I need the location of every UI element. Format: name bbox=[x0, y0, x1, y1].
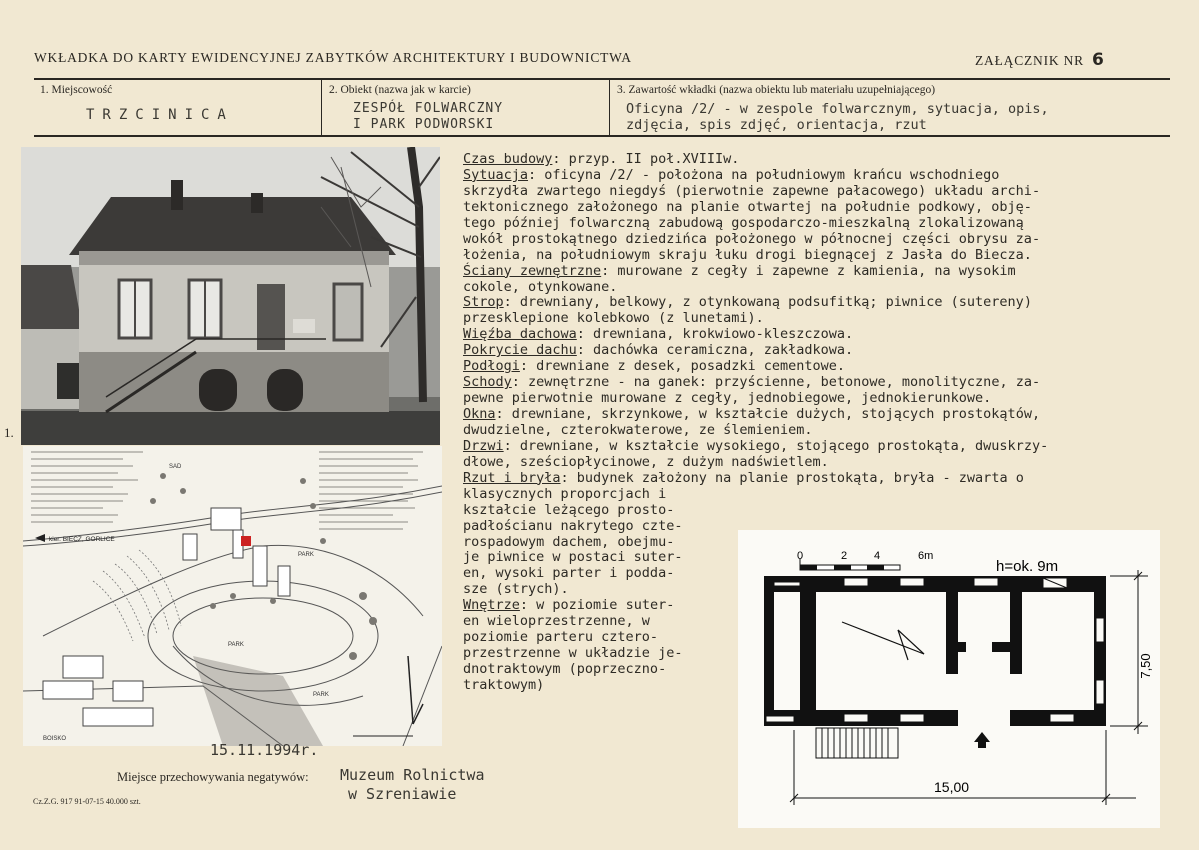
description-text-segment: tektonicznego założonego na planie otwartej na południe podkowy, obję- bbox=[463, 198, 1032, 215]
description-text-segment: : drewniane z desek, posadzki cementowe. bbox=[519, 358, 846, 375]
attachment-number-value: 6 bbox=[1091, 50, 1105, 70]
description-text-segment: klasycznych proporcjach i bbox=[463, 485, 667, 502]
description-heading: Drzwi bbox=[463, 437, 504, 454]
building-photo bbox=[21, 147, 440, 445]
photo-number-mark: 1. bbox=[4, 425, 14, 440]
description-text-segment: rospadowym dachem, obejmu- bbox=[463, 533, 675, 550]
scale-label-6: 6m bbox=[918, 550, 934, 562]
description-text-segment: łożenia, na południowym skraju łuku drogi biegnącej z Jasła do Biecza. bbox=[463, 246, 1032, 263]
description-text-segment: : w poziomie suter- bbox=[519, 597, 675, 614]
description-heading: Okna bbox=[463, 406, 496, 422]
description-heading: Ściany zewnętrzne bbox=[463, 262, 602, 279]
floor-plan-drawing bbox=[738, 530, 1160, 828]
description-text-segment: : przyp. II poł.XVIIIw. bbox=[552, 151, 740, 167]
description-text-segment: kształcie leżącego prosto- bbox=[463, 501, 675, 518]
attachment-label: ZAŁĄCZNIK NR bbox=[975, 53, 1084, 68]
description-text-segment: : drewniane, w kształcie wysokiego, stojącego prostokąta, dwuskrzy- bbox=[503, 437, 1049, 454]
description-line bbox=[463, 232, 1183, 248]
description-text-segment: je piwnice w postaci suter- bbox=[463, 549, 683, 566]
description-text-segment: : zewnętrzne - na ganek: przyścienne, betonowe, monolityczne, za- bbox=[511, 374, 1041, 391]
description-text-segment: : drewniana, krokwiowo-kleszczowa. bbox=[576, 326, 854, 343]
description-line bbox=[463, 280, 1183, 296]
description-text-segment: cokole, otynkowane. bbox=[463, 278, 618, 295]
description-line bbox=[463, 343, 1183, 359]
print-code: Cz.Z.G. 917 91-07-15 40.000 szt. bbox=[33, 797, 141, 806]
description-text-segment: skrzydła zwartego niegdyś (pierwotnie zapewne pałacowego) układu archi- bbox=[463, 182, 1041, 199]
description-text-segment: : budynek założony na planie prostokąta, bryła - zwarta o bbox=[560, 469, 1024, 486]
header-rule-top bbox=[34, 78, 1170, 80]
description-text-segment: poziomie parteru cztero- bbox=[463, 629, 659, 646]
description-line bbox=[463, 503, 1183, 519]
scale-label-0: 0 bbox=[797, 550, 804, 562]
plan-depth-dimension: 7,50 bbox=[1138, 653, 1153, 679]
map-park-label-2: PARK bbox=[228, 642, 244, 648]
description-heading: Schody bbox=[463, 374, 512, 391]
field-3-label: 3. Zawartość wkładki (nazwa obiektu lub materiału uzupełniającego) bbox=[617, 84, 936, 96]
field-3-value-1: Oficyna /2/ - w zespole folwarcznym, sytuacja, opis, bbox=[626, 101, 1049, 117]
description-line bbox=[463, 375, 1183, 391]
description-line bbox=[463, 152, 1183, 168]
description-line bbox=[463, 423, 1183, 439]
description-heading: Strop bbox=[463, 294, 504, 311]
description-line bbox=[463, 248, 1183, 264]
description-text-segment: przesklepione kolebkowo (z lunetami). bbox=[463, 310, 764, 327]
height-note: h=ok. 9m bbox=[996, 558, 1059, 575]
description-text-segment: dnotraktowym (poprzeczno- bbox=[463, 661, 667, 677]
scale-bar bbox=[797, 550, 933, 570]
description-line bbox=[463, 216, 1183, 232]
description-line bbox=[463, 184, 1183, 200]
entrance-arrow-icon bbox=[974, 732, 990, 748]
description-text-segment: przestrzenne w układzie je- bbox=[463, 645, 683, 662]
floor-plan bbox=[738, 530, 1160, 828]
description-line bbox=[463, 487, 1183, 503]
map-road-label: kier. BIECZ, GORLICE bbox=[49, 536, 115, 543]
map-sports-field-label: BOISKO bbox=[43, 736, 67, 742]
site-map-image bbox=[23, 446, 442, 746]
header-rule-bottom bbox=[34, 135, 1170, 137]
site-map bbox=[23, 446, 442, 746]
description-text-segment: tego później folwarczną zabudową gospodarczo-mieszkalną zlokalizowaną bbox=[463, 214, 1024, 231]
description-heading: Rzut i bryła bbox=[463, 469, 561, 486]
description-line bbox=[463, 311, 1183, 327]
description-text-segment: : murowane z cegły i zapewne z kamienia, na wysokim bbox=[601, 262, 1016, 279]
description-line bbox=[463, 471, 1183, 487]
description-heading: Wnętrze bbox=[463, 597, 520, 614]
description-text-segment: padłościanu nakrytego czte- bbox=[463, 517, 683, 534]
plan-width-dimension: 15,00 bbox=[934, 779, 970, 795]
description-line bbox=[463, 264, 1183, 280]
description-line bbox=[463, 391, 1183, 407]
field-3-value-2: zdjęcia, spis zdjęć, orientacja, rzut bbox=[626, 117, 927, 133]
description-text-segment: dłowe, sześciopłycinowe, z dużym nadświetlem. bbox=[463, 453, 829, 470]
description-text-segment: en wieloprzestrzenne, w bbox=[463, 613, 650, 630]
negatives-location bbox=[340, 766, 485, 804]
description-line bbox=[463, 327, 1183, 343]
description-heading: Podłogi bbox=[463, 358, 520, 375]
scale-label-4: 4 bbox=[874, 550, 881, 562]
description-text-segment: pewne pierwotnie murowane z cegły, jednobiegowe, jednokierunkowe. bbox=[463, 390, 992, 407]
building-photo-image bbox=[21, 147, 440, 445]
description-text-segment: : oficyna /2/ - położona na południowym krańcu wschodniego bbox=[528, 166, 1000, 183]
description-line bbox=[463, 168, 1183, 184]
scale-label-2: 2 bbox=[841, 550, 848, 562]
description-line bbox=[463, 295, 1183, 311]
description-text-segment: en, wysoki parter i podda- bbox=[463, 565, 675, 582]
field-2-value-1: ZESPÓŁ FOLWARCZNY bbox=[353, 101, 504, 116]
negatives-location-line-2: w Szreniawie bbox=[348, 785, 457, 803]
attachment-number bbox=[975, 50, 1105, 70]
card-title: WKŁADKA DO KARTY EWIDENCYJNEJ ZABYTKÓW ARCHITEKTURY I BUDOWNICTWA bbox=[34, 50, 632, 65]
description-text-segment: : drewniane, skrzynkowe, w kształcie dużych, stojących prostokątów, bbox=[495, 406, 1041, 422]
field-divider-1 bbox=[321, 80, 322, 135]
field-1-label: 1. Miejscowość bbox=[40, 84, 113, 96]
negatives-location-line-1: Muzeum Rolnictwa bbox=[340, 766, 485, 784]
description-heading: Czas budowy bbox=[463, 151, 553, 167]
description-line bbox=[463, 439, 1183, 455]
description-text-segment: wokół prostokątnego dziedzińca położonego w północnej części obrysu za- bbox=[463, 230, 1041, 247]
field-1-value: TRZCINICA bbox=[86, 107, 234, 123]
description-heading: Więźba dachowa bbox=[463, 326, 577, 343]
description-text-segment: : dachówka ceramiczna, zakładkowa. bbox=[576, 342, 854, 359]
description-line bbox=[463, 359, 1183, 375]
description-line bbox=[463, 455, 1183, 471]
description-heading: Pokrycie dachu bbox=[463, 342, 577, 359]
description-line bbox=[463, 200, 1183, 216]
photo-date: 15.11.1994r. bbox=[210, 741, 319, 759]
map-park-label-3: PARK bbox=[313, 692, 329, 698]
map-park-label-1: PARK bbox=[298, 552, 314, 558]
description-text-segment: sze (strych). bbox=[463, 581, 569, 598]
negatives-label: Miejsce przechowywania negatywów: bbox=[117, 770, 309, 784]
description-text-segment: : drewniany, belkowy, z otynkowaną podsufitką; piwnice (sutereny) bbox=[503, 294, 1032, 311]
field-divider-2 bbox=[609, 80, 610, 135]
field-2-value-2: I PARK PODWORSKI bbox=[353, 117, 495, 132]
description-text-segment: traktowym) bbox=[463, 676, 545, 693]
description-text-segment: dwudzielne, czterokwaterowe, ze ślemieniem. bbox=[463, 421, 813, 438]
field-2-label: 2. Obiekt (nazwa jak w karcie) bbox=[329, 84, 471, 96]
description-heading: Sytuacja bbox=[463, 166, 529, 183]
description-line bbox=[463, 407, 1183, 423]
map-orchard-label: SAD bbox=[169, 464, 182, 470]
